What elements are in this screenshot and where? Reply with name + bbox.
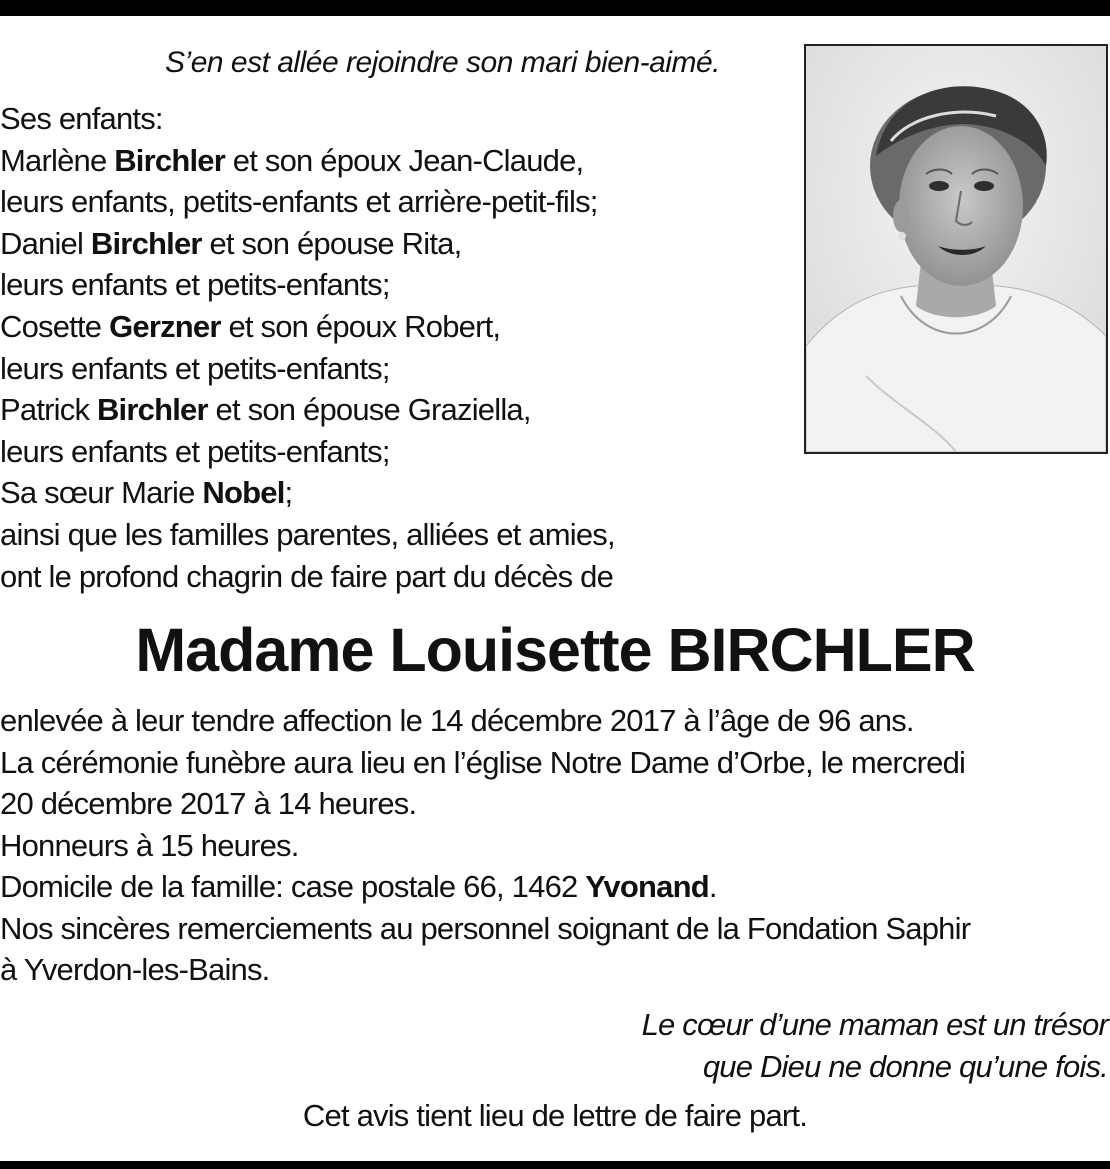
detail-line: Nos sincères remerciements au personnel soignant de la Fondation Saphir <box>0 910 971 946</box>
notice-text: Cet avis tient lieu de lettre de faire part. <box>302 1098 808 1133</box>
family-line: Sa sœur Marie Nobel; <box>0 475 293 511</box>
family-line: leurs enfants et petits-enfants; <box>0 267 390 303</box>
deceased-name: Madame Louisette BIRCHLER <box>135 616 975 684</box>
detail-line: Domicile de la famille: case postale 66, 1462 Yvonand. <box>0 869 717 904</box>
family-line: leurs enfants, petits-enfants et arrière-petit-fils; <box>0 184 598 220</box>
closing-quote <box>642 1004 1108 1088</box>
family-line: Daniel Birchler et son épouse Rita, <box>0 225 462 261</box>
family-line: leurs enfants et petits-enfants; <box>0 433 390 469</box>
detail-line: Honneurs à 15 heures. <box>0 827 299 863</box>
family-line: Marlène Birchler et son époux Jean-Claude, <box>0 142 584 178</box>
portrait-photo <box>804 44 1108 454</box>
family-announcement <box>0 98 790 597</box>
detail-line: 20 décembre 2017 à 14 heures. <box>0 786 417 821</box>
bottom-rule <box>0 1161 1110 1169</box>
family-intro: Ses enfants: <box>0 101 163 136</box>
portrait-illustration <box>806 46 1106 452</box>
detail-line: La cérémonie funèbre aura lieu en l’église Notre Dame d’Orbe, le mercredi <box>0 744 966 780</box>
top-rule <box>0 0 1110 16</box>
family-line: Patrick Birchler et son épouse Graziella, <box>0 392 531 428</box>
announcement-details <box>0 700 1110 991</box>
detail-line: enlevée à leur tendre affection le 14 décembre 2017 à l’âge de 96 ans. <box>0 703 914 738</box>
closing-quote-line-2: que Dieu ne donne qu’une fois. <box>702 1049 1108 1084</box>
family-line: ainsi que les familles parentes, alliées et amies, <box>0 516 615 552</box>
family-line: ont le profond chagrin de faire part du décès de <box>0 558 614 594</box>
family-line: Cosette Gerzner et son époux Robert, <box>0 308 501 344</box>
detail-line: à Yverdon-les-Bains. <box>0 952 270 987</box>
epigraph: S’en est allée rejoindre son mari bien-aimé. <box>165 46 720 79</box>
closing-quote-line-1: Le cœur d’une maman est un trésor <box>641 1007 1108 1042</box>
family-line: leurs enfants et petits-enfants; <box>0 350 390 386</box>
